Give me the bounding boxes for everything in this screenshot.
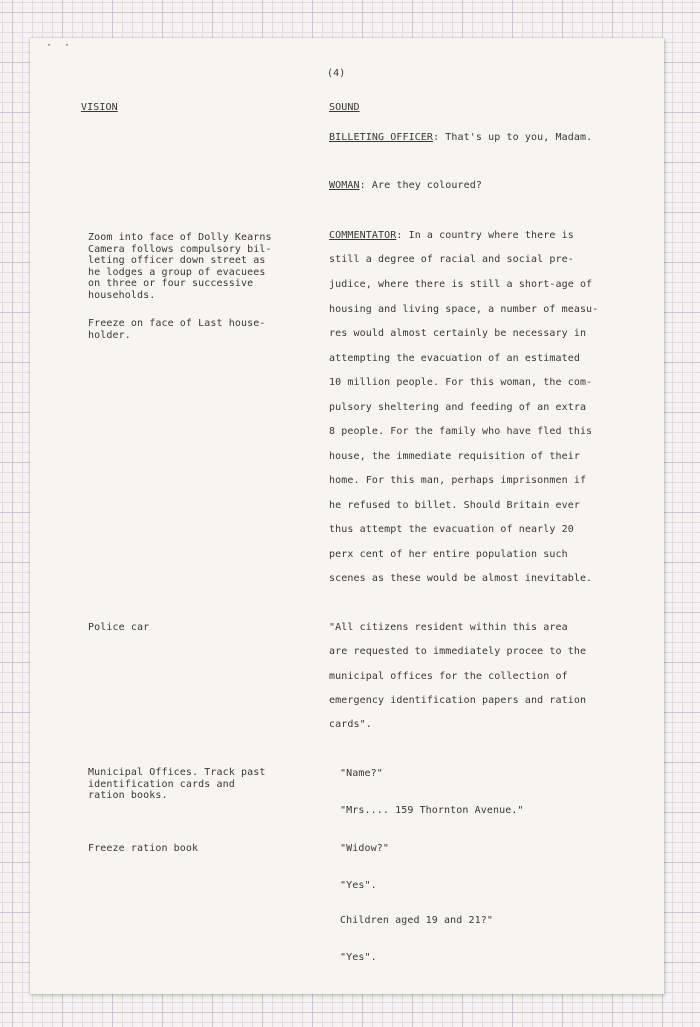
dialogue-line: "Yes". bbox=[340, 952, 377, 963]
dialogue-line: "Name?" bbox=[340, 768, 383, 779]
dialogue-line: "Yes". bbox=[340, 880, 377, 891]
commentary-line: res would almost certainly be necessary in bbox=[329, 328, 587, 339]
commentary-line: 10 million people. For this woman, the com- bbox=[329, 377, 593, 388]
speaker-commentator: COMMENTATOR bbox=[329, 230, 397, 241]
announcement-line: are requested to immediately procee to the bbox=[329, 646, 587, 657]
vision-cue-line: Municipal Offices. Track past bbox=[88, 767, 266, 778]
vision-cue-line: Police car bbox=[88, 622, 150, 633]
announcement-line: emergency identification papers and ration bbox=[329, 695, 587, 706]
vision-cue-line: he lodges a group of evacuees bbox=[88, 266, 266, 278]
announcement-line: "All citizens resident within this area bbox=[329, 622, 568, 633]
sound-heading: SOUND bbox=[329, 102, 360, 113]
commentary-line: attempting the evacuation of an estimated bbox=[329, 353, 580, 364]
vision-cue-police-car bbox=[88, 622, 298, 634]
commentary-line: perx cent of her entire population such bbox=[329, 549, 568, 560]
vision-cue-municipal-offices bbox=[88, 767, 298, 802]
commentary-line: thus attempt the evacuation of nearly 20 bbox=[329, 524, 574, 535]
dialogue-line: "Mrs.... 159 Thornton Avenue." bbox=[340, 805, 524, 816]
commentary-line: housing and living space, a number of measu- bbox=[329, 304, 599, 315]
commentary-line: judice, where there is still a short-age of bbox=[329, 279, 593, 290]
vision-cue-freeze-ration-book bbox=[88, 843, 298, 855]
commentary-line: home. For this man, perhaps imprisonmen if bbox=[329, 475, 587, 486]
vision-cue-dolly-kearns bbox=[88, 232, 298, 301]
commentary-line: scenes as these would be almost inevitable. bbox=[329, 573, 593, 584]
vision-cue-line: Camera follows compulsory bil- bbox=[88, 243, 272, 255]
announcement-line: municipal offices for the collection of bbox=[329, 671, 568, 682]
commentary-line: still a degree of racial and social pre- bbox=[329, 254, 574, 265]
vision-cue-line: identification cards and bbox=[88, 778, 235, 790]
commentator-line bbox=[329, 230, 574, 241]
vision-cue-line: on three or four successive bbox=[88, 278, 254, 289]
page-number: (4) bbox=[327, 68, 346, 79]
commentary-line: he refused to billet. Should Britain ever bbox=[329, 500, 580, 511]
dialogue-line: "Widow?" bbox=[340, 843, 389, 854]
billeting-officer-line bbox=[329, 132, 592, 143]
woman-speech: : Are they coloured? bbox=[359, 180, 483, 191]
commentary-line: 8 people. For the family who have fled this bbox=[329, 426, 593, 437]
commentary-line: pulsory sheltering and feeding of an extra bbox=[329, 402, 587, 413]
billeting-officer-speech: : That's up to you, Madam. bbox=[433, 132, 593, 143]
vision-heading: VISION bbox=[81, 102, 118, 113]
vision-cue-line: leting officer down street as bbox=[88, 255, 266, 266]
vision-cue-line: households. bbox=[88, 289, 156, 301]
vision-cue-line: Freeze ration book bbox=[88, 843, 199, 854]
speaker-billeting-officer: BILLETING OFFICER bbox=[329, 132, 434, 143]
vision-cue-freeze-householder bbox=[88, 318, 298, 341]
announcement-line: cards". bbox=[329, 719, 372, 730]
vision-cue-line: holder. bbox=[88, 329, 131, 341]
commentary-line: house, the immediate requisition of their bbox=[329, 451, 580, 462]
vision-cue-line: Freeze on face of Last house- bbox=[88, 318, 266, 329]
margin-marks: · · bbox=[46, 40, 71, 51]
vision-cue-line: Zoom into face of Dolly Kearns bbox=[88, 232, 272, 243]
woman-line bbox=[329, 180, 482, 191]
speaker-woman: WOMAN bbox=[329, 180, 360, 191]
commentator-speech-first: : In a country where there is bbox=[396, 230, 574, 241]
vision-cue-line: ration books. bbox=[88, 790, 168, 801]
dialogue-line: Children aged 19 and 21?" bbox=[340, 915, 494, 926]
